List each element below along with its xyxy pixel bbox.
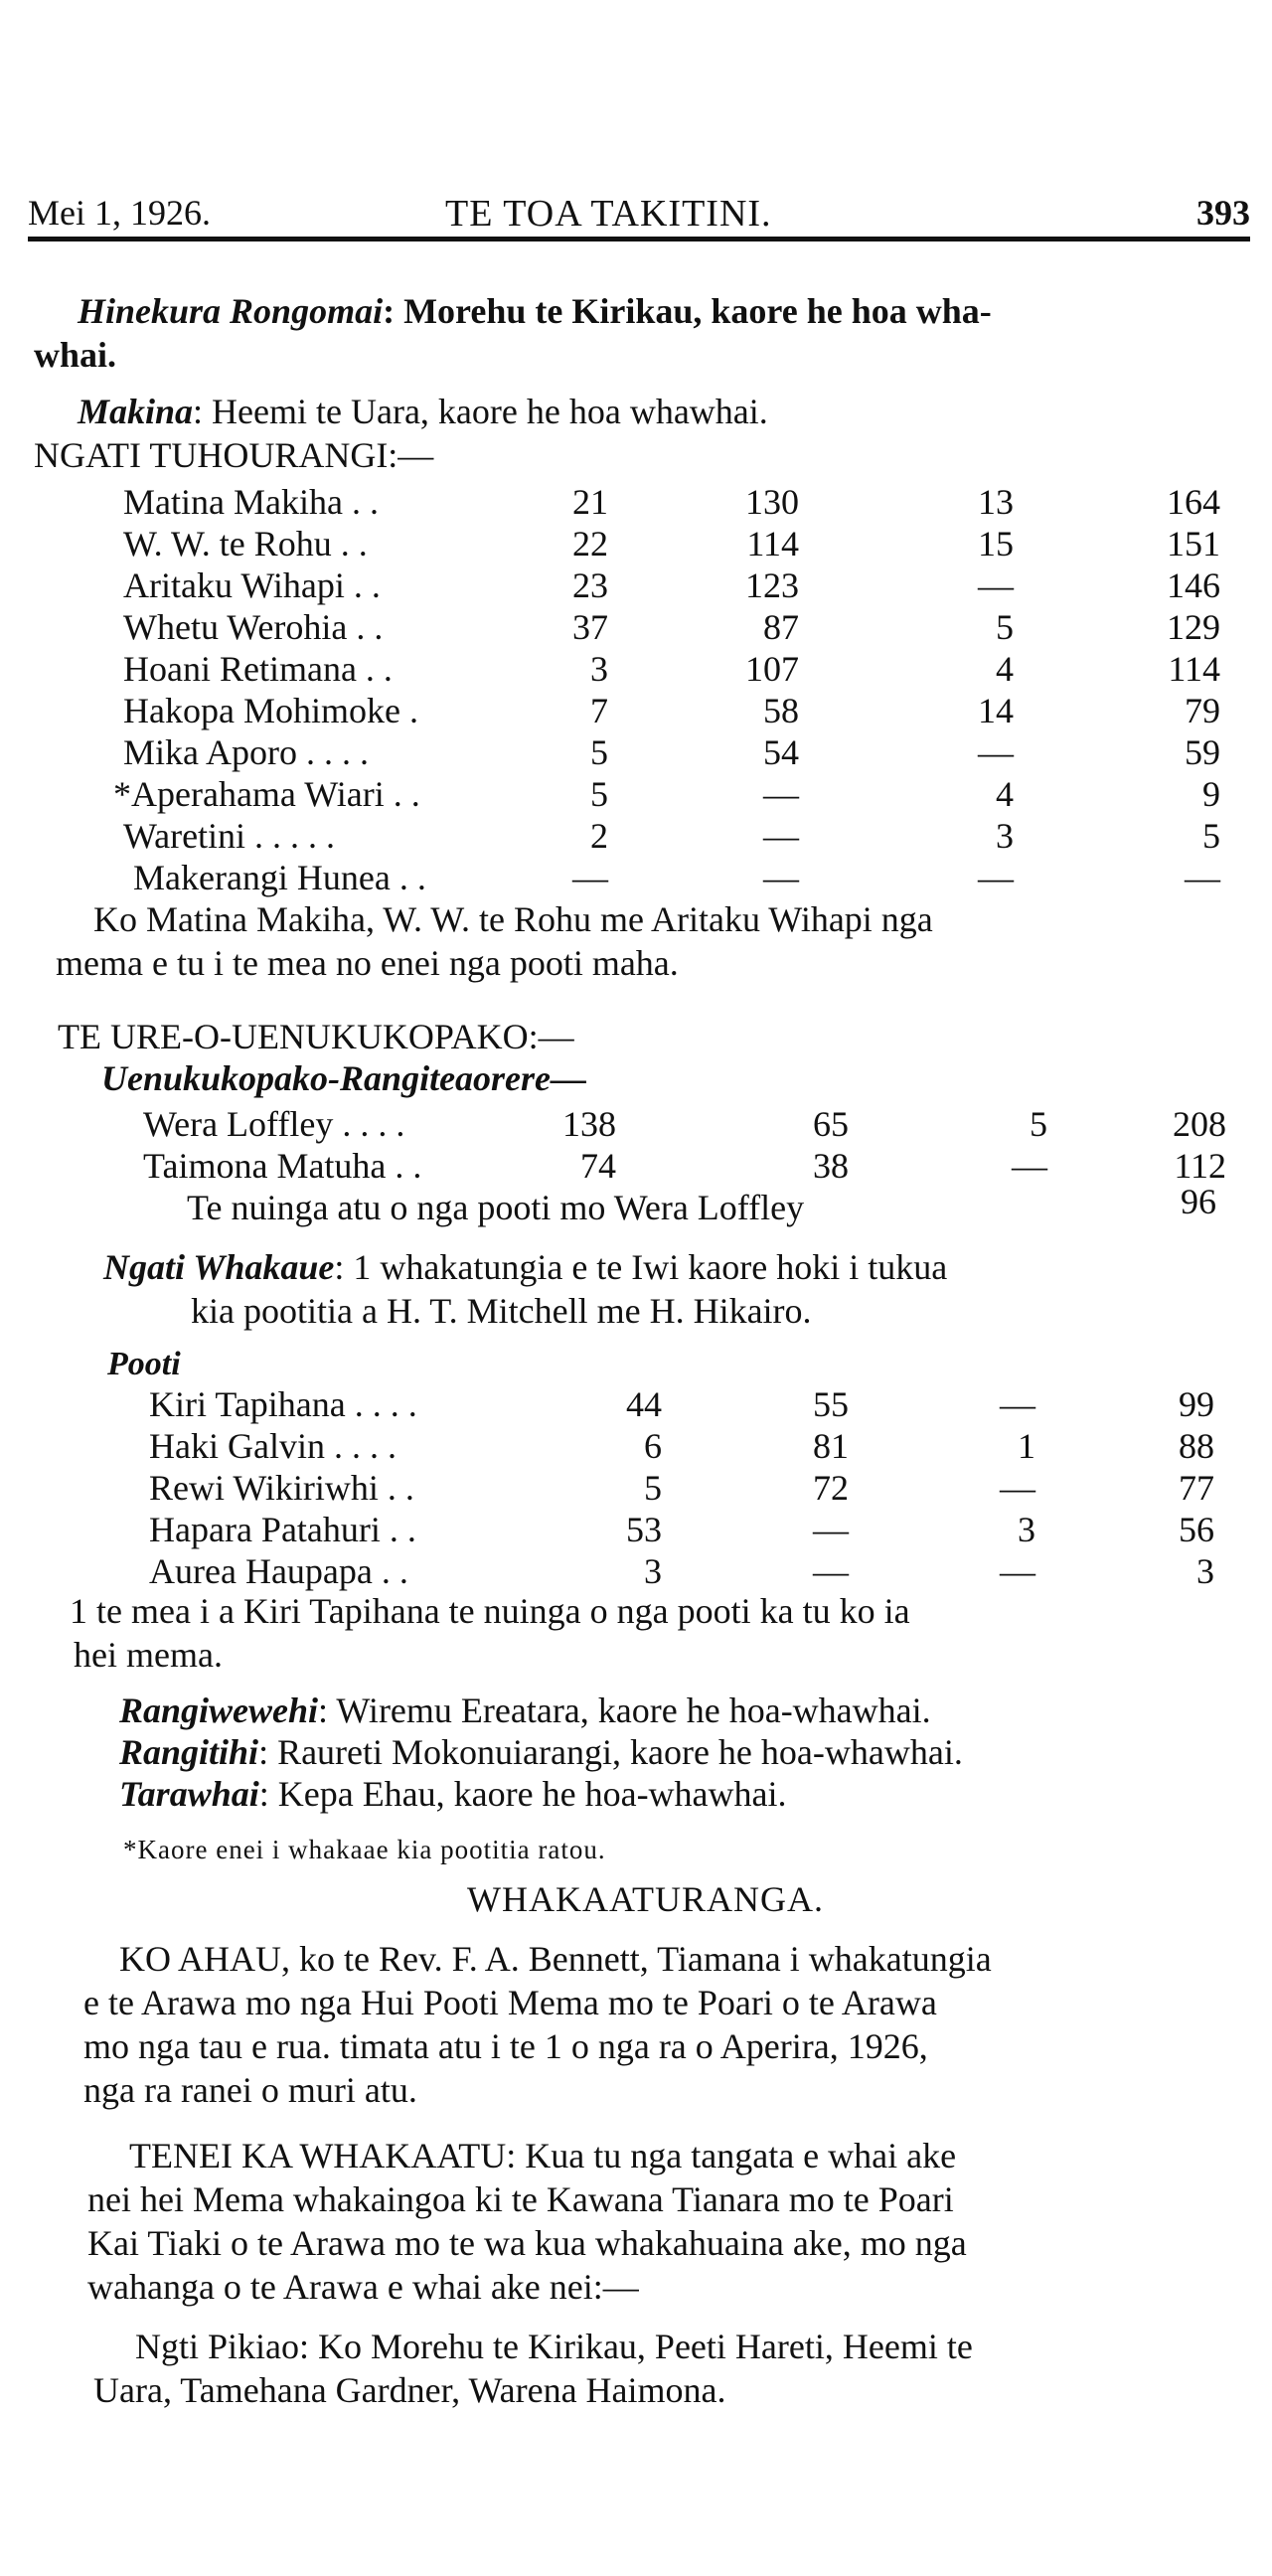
cell-value: 59 [1185, 732, 1220, 772]
cell-name: Makerangi Hunea . . [133, 858, 426, 897]
line-ngati-whakaue-cont: kia pootitia a H. T. Mitchell me H. Hikairo. [191, 1291, 812, 1331]
cell-value: 4 [996, 774, 1014, 814]
cell-value: 99 [1179, 1384, 1214, 1424]
cell-name: Aurea Haupapa . . [149, 1551, 408, 1591]
line-ngati-whakaue [103, 1246, 947, 1288]
table-row [149, 1550, 1232, 1592]
para-kiri-line2: hei mema. [74, 1635, 223, 1675]
table-rangiteaorere [143, 1103, 1236, 1187]
para-p1-line: KO AHAU, ko te Rev. F. A. Bennett, Tiamana i whakatungia [119, 1939, 992, 1979]
cell-value: — [1185, 858, 1220, 897]
para-p1-line: nga ra ranei o muri atu. [83, 2070, 417, 2110]
cell-value: — [1000, 1551, 1035, 1591]
cell-value: 3 [590, 649, 608, 689]
cell-value: 164 [1167, 482, 1220, 522]
table-row [123, 815, 1226, 857]
cell-name: *Aperahama Wiari . . [113, 774, 420, 814]
cell-value: 21 [572, 482, 608, 522]
subheading-rangiteaorere: Uenukukopako-Rangiteaorere— [101, 1058, 587, 1098]
line-rangitihi [119, 1731, 963, 1773]
cell-value: 53 [626, 1510, 662, 1549]
cell-name: Aritaku Wihapi . . [123, 565, 381, 605]
cell-value: 107 [745, 649, 799, 689]
heading-pooti: Pooti [107, 1346, 181, 1382]
name-ngati-whakaue: Ngati Whakaue [103, 1247, 335, 1287]
cell-name: Rewi Wikiriwhi . . [149, 1468, 414, 1508]
cell-value: 6 [644, 1426, 662, 1466]
table-row [149, 1467, 1232, 1509]
text-hinekura: : Morehu te Kirikau, kaore he hoa wha- [383, 291, 992, 331]
cell-value: 65 [813, 1104, 849, 1144]
table-row [123, 648, 1226, 690]
cell-name: Hoani Retimana . . [123, 649, 393, 689]
text-rangiwewehi: : Wiremu Ereatara, kaore he hoa-whawhai. [318, 1690, 931, 1730]
header-rule [28, 237, 1250, 242]
cell-name: Whetu Werohia . . [123, 607, 384, 647]
cell-value: 114 [746, 524, 799, 564]
cell-name: Hakopa Mohimoke . [123, 691, 418, 730]
table-row [123, 523, 1226, 564]
cell-value: 5 [996, 607, 1014, 647]
cell-name: Taimona Matuha . . [143, 1146, 422, 1186]
line-tarawhai [119, 1773, 787, 1815]
cell-value: 23 [572, 565, 608, 605]
cell-value: 15 [978, 524, 1014, 564]
table-pooti [149, 1383, 1232, 1592]
cell-value: 3 [1196, 1551, 1214, 1591]
cell-value: — [1000, 1384, 1035, 1424]
para-p2-line: Kai Tiaki o te Arawa mo te wa kua whakahuaina ake, mo nga [87, 2223, 967, 2263]
para-p3-line: Uara, Tamehana Gardner, Warena Haimona. [93, 2370, 726, 2410]
cell-value: — [763, 858, 799, 897]
cell-value: 3 [1018, 1510, 1035, 1549]
cell-value: — [813, 1551, 849, 1591]
table-row [143, 1145, 1236, 1187]
cell-value: — [763, 816, 799, 856]
cell-value: 1 [1018, 1426, 1035, 1466]
cell-value: — [813, 1510, 849, 1549]
majority-text: Te nuinga atu o nga pooti mo Wera Loffley [187, 1188, 805, 1227]
heading-whakaaturanga: WHAKAATURANGA. [467, 1879, 824, 1919]
line-hinekura [78, 290, 992, 332]
para-p1-line: mo nga tau e rua. timata atu i te 1 o nga ra o Aperira, 1926, [83, 2026, 928, 2066]
cell-value: 3 [996, 816, 1014, 856]
cell-value: 5 [644, 1468, 662, 1508]
cell-value: 38 [813, 1146, 849, 1186]
cell-value: 37 [572, 607, 608, 647]
running-header [28, 192, 1250, 242]
cell-name: Haki Galvin . . . . [149, 1426, 397, 1466]
cell-value: 5 [590, 774, 608, 814]
text-tarawhai: : Kepa Ehau, kaore he hoa-whawhai. [258, 1774, 787, 1814]
table-tuhourangi [113, 481, 1226, 898]
cell-value: — [978, 732, 1014, 772]
cell-value: — [572, 858, 608, 897]
cell-value: 54 [763, 732, 799, 772]
cell-value: 56 [1179, 1510, 1214, 1549]
cell-value: 4 [996, 649, 1014, 689]
cell-value: 58 [763, 691, 799, 730]
table-row [123, 857, 1226, 898]
para-p2-line: nei hei Mema whakaingoa ki te Kawana Tianara mo te Poari [87, 2179, 954, 2219]
cell-name: Matina Makiha . . [123, 482, 379, 522]
table-row [123, 606, 1226, 648]
cell-value: 13 [978, 482, 1014, 522]
name-rangitihi: Rangitihi [119, 1732, 259, 1772]
table-row [123, 731, 1226, 773]
line-rangiwewehi [119, 1690, 931, 1731]
cell-value: 5 [1030, 1104, 1047, 1144]
cell-value: 77 [1179, 1468, 1214, 1508]
name-hinekura: Hinekura Rongomai [78, 291, 384, 331]
header-date: Mei 1, 1926. [28, 193, 211, 233]
table-row [143, 1103, 1236, 1145]
text-rangitihi: : Raureti Mokonuiarangi, kaore he hoa-whawhai. [258, 1732, 963, 1772]
text-ngati-whakaue: : 1 whakatungia e te Iwi kaore hoki i tukua [334, 1247, 948, 1287]
cell-value: 81 [813, 1426, 849, 1466]
cell-value: — [1000, 1468, 1035, 1508]
cell-value: 2 [590, 816, 608, 856]
cell-name: Mika Aporo . . . . [123, 732, 369, 772]
para-mema-line2: mema e tu i te mea no enei nga pooti maha. [56, 943, 679, 983]
para-p2-line: wahanga o te Arawa e whai ake nei:— [87, 2267, 639, 2307]
cell-value: — [978, 858, 1014, 897]
cell-value: 112 [1174, 1146, 1226, 1186]
cell-value: 151 [1167, 524, 1220, 564]
name-rangiwewehi: Rangiwewehi [119, 1690, 319, 1730]
cell-value: 74 [580, 1146, 616, 1186]
cell-value: 7 [590, 691, 608, 730]
cell-value: 72 [813, 1468, 849, 1508]
page-number: 393 [1196, 193, 1250, 233]
cell-value: 123 [745, 565, 799, 605]
text-makina: : Heemi te Uara, kaore he hoa whawhai. [193, 392, 768, 431]
name-makina: Makina [78, 392, 194, 431]
footnote: *Kaore enei i whakaae kia pootitia ratou. [123, 1835, 606, 1864]
cell-name: Hapara Patahuri . . [149, 1510, 416, 1549]
cell-value: 5 [1202, 816, 1220, 856]
table-row [113, 773, 1226, 815]
table-row [149, 1425, 1232, 1467]
para-p1-line: e te Arawa mo nga Hui Pooti Mema mo te Poari o te Arawa [83, 1983, 937, 2022]
para-p2-line: TENEI KA WHAKAATU: Kua tu nga tangata e whai ake [129, 2136, 957, 2175]
cell-value: 130 [745, 482, 799, 522]
cell-name: Kiri Tapihana . . . . [149, 1384, 417, 1424]
cell-value: 146 [1167, 565, 1220, 605]
cell-value: 44 [626, 1384, 662, 1424]
cell-value: 9 [1202, 774, 1220, 814]
cell-name: Wera Loffley . . . . [143, 1104, 405, 1144]
cell-value: 138 [562, 1104, 616, 1144]
cell-value: 114 [1168, 649, 1220, 689]
para-p3-line: Ngti Pikiao: Ko Morehu te Kirikau, Peeti Hareti, Heemi te [135, 2327, 973, 2366]
name-tarawhai: Tarawhai [119, 1774, 259, 1814]
cell-name: W. W. te Rohu . . [123, 524, 368, 564]
table-row [149, 1509, 1232, 1550]
cell-value: — [763, 774, 799, 814]
cell-value: — [978, 565, 1014, 605]
table-row [149, 1383, 1232, 1425]
cell-value: 88 [1179, 1426, 1214, 1466]
line-makina [78, 391, 768, 432]
cell-value: — [1012, 1146, 1047, 1186]
cell-value: 79 [1185, 691, 1220, 730]
cell-value: 55 [813, 1384, 849, 1424]
cell-name: Waretini . . . . . [123, 816, 336, 856]
cell-value: 129 [1167, 607, 1220, 647]
cell-value: 5 [590, 732, 608, 772]
cell-value: 14 [978, 691, 1014, 730]
para-kiri-line1: 1 te mea i a Kiri Tapihana te nuinga o nga pooti ka tu ko ia [70, 1591, 910, 1631]
header-title: TE TOA TAKITINI. [445, 193, 772, 235]
table-row [123, 564, 1226, 606]
table-row [123, 481, 1226, 523]
heading-ure-o-uenukukopako: TE URE-O-UENUKUKOPAKO:— [58, 1017, 574, 1056]
line-hinekura-cont: whai. [34, 335, 117, 375]
cell-value: 3 [644, 1551, 662, 1591]
cell-value: 87 [763, 607, 799, 647]
cell-value: 22 [572, 524, 608, 564]
cell-value: 208 [1173, 1104, 1226, 1144]
para-mema-line1: Ko Matina Makiha, W. W. te Rohu me Aritaku Wihapi nga [93, 899, 933, 939]
table-row [123, 690, 1226, 731]
heading-ngati-tuhourangi: NGATI TUHOURANGI:— [34, 435, 434, 475]
majority-value: 96 [1181, 1182, 1216, 1221]
